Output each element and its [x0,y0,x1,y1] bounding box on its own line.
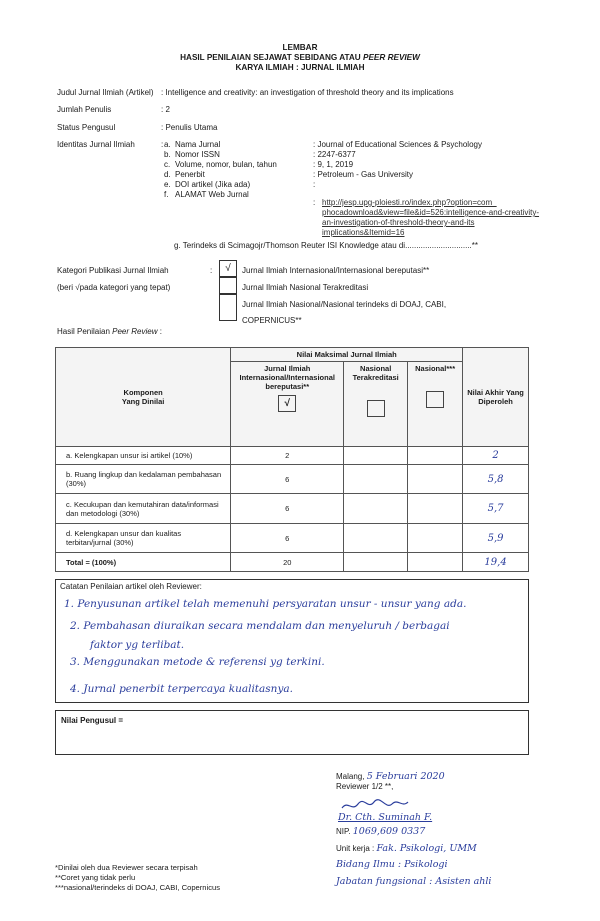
signature-unit: Fak. Psikologi, UMM [376,843,477,854]
identitas-item-label: DOI artikel (Jika ada) [175,180,251,189]
signature-unit-label: Unit kerja : [336,844,377,853]
signature-place: Malang, [336,772,367,781]
signature-jabatan: Jabatan fungsional : Asisten ahli [336,876,492,887]
table-total-row [56,553,529,572]
total-max: 20 [231,553,344,572]
catatan-line-2: 2. Pembahasan diuraikan secara mendalam dan menyeluruh / berbagai [70,620,450,632]
identitas-item-label: Nama Jurnal [175,140,221,149]
row-label-text: Kecukupan dan kemutahiran data/informasi dan metodologi (30%) [66,499,219,518]
col-akhir-header: Nilai Akhir Yang Diperoleh [463,348,529,447]
catatan-line-5: 4. Jurnal penerbit terpercaya kualitasnya. [70,683,293,695]
row-max: 6 [231,524,344,553]
footnotes [55,863,220,893]
row-score: 5,7 [463,494,529,524]
identitas-item [164,160,277,169]
kategori-checkbox-nasional[interactable] [219,294,237,321]
row-marker: d. [66,529,73,538]
row-label [56,524,231,553]
journal-url[interactable] [322,198,539,238]
footnote: **Coret yang tidak perlu [55,873,136,882]
penilaian-table [55,347,529,572]
identitas-value: : 9, 1, 2019 [313,160,354,169]
row-marker: c. [66,499,72,509]
identitas-marker: f. [164,190,169,199]
row-label-text: Kelengkapan unsur isi artikel (10%) [74,451,193,460]
nilai-pengusul-box [55,710,529,755]
doc-title-hasil [0,53,600,63]
row-nas-akr [344,524,408,553]
identitas-value: : Journal of Educational Sciences & Psychology [313,140,482,149]
terindeks-line: g. Terindeks di Scimagojr/Thomson Reuter ISI Knowledge atau di..............................** [174,241,478,250]
catatan-line-4: 3. Menggunakan metode & referensi yg terkini. [70,656,325,668]
row-marker: b. [66,470,73,479]
hasil-label-text: Hasil Penilaian [57,327,113,336]
catatan-line-1: 1. Penyusunan artikel telah memenuhi persyaratan unsur - unsur yang ada. [64,598,467,610]
identitas-item [164,150,220,159]
identitas-value: : [313,180,316,189]
identitas-value: : 2247-6377 [313,150,356,159]
kategori-checkbox-intl[interactable]: √ [219,260,237,277]
row-label-text: Ruang lingkup dan kedalaman pembahasan (30%) [66,470,222,488]
col-komponen-header: Komponen Yang Dinilai [56,348,231,447]
identitas-item-label: ALAMAT Web Jurnal [175,190,249,199]
kategori-option-nasional-2: COPERNICUS** [242,316,302,325]
signature-reviewer: Reviewer 1/2 **, [336,782,394,791]
status-value: : Penulis Utama [161,123,218,132]
row-label [56,447,231,465]
catatan-line-3: faktor yg terlibat. [90,639,185,651]
identitas-label: Identitas Jurnal Ilmiah [57,140,135,149]
hasil-label-colon: : [157,327,162,336]
table-row [56,447,529,465]
kategori-colon: : [210,266,213,275]
hasil-label [57,327,162,336]
jumlah-label: Jumlah Penulis [57,105,112,114]
identitas-item-label: Penerbit [175,170,205,179]
kategori-option-nasional: Jurnal Ilmiah Nasional/Nasional terindeks di DOAJ, CABI, [242,300,447,309]
row-nas [408,524,463,553]
journal-url-line[interactable]: phocadownload&view=file&id=526:intelligence-and-creativity- [322,208,540,217]
identitas-marker: b. [164,150,171,159]
col-nas-akr-header [344,362,408,447]
total-nas-akr [344,553,408,572]
row-marker: a. [66,451,73,460]
row-score: 5,9 [463,524,529,553]
doc-title-hasil-text: HASIL PENILAIAN SEJAWAT SEBIDANG ATAU [180,53,363,62]
journal-url-line[interactable]: implications&Itemid=16 [322,228,405,237]
judul-label: Judul Jurnal Ilmiah (Artikel) [57,88,154,97]
identitas-item-label: Nomor ISSN [175,150,220,159]
row-nas [408,465,463,494]
catatan-label: Catatan Penilaian artikel oleh Reviewer: [60,582,202,591]
doc-title-lembar: LEMBAR [282,43,318,52]
signature-bidang: Bidang Ilmu : Psikologi [336,859,448,870]
total-nas [408,553,463,572]
doc-title-karya: KARYA ILMIAH : JURNAL ILMIAH [235,63,365,72]
table-row [56,465,529,494]
row-label [56,494,231,524]
total-label: Total = (100%) [56,553,231,572]
row-max: 2 [231,447,344,465]
table-row [56,494,529,524]
row-nas [408,447,463,465]
identitas-item [164,190,249,199]
kategori-option-nasional-akreditasi: Jurnal Ilmiah Nasional Terakreditasi [242,283,369,292]
kategori-option-intl: Jurnal Ilmiah Internasional/Internasional bereputasi** [242,266,430,275]
identitas-marker: a. [164,140,171,149]
col-nas-header [408,362,463,447]
judul-value: : Intelligence and creativity: an investigation of threshold theory and its implications [161,88,454,97]
col-intl-header [231,362,344,447]
table-row [56,524,529,553]
row-nas [408,494,463,524]
signature-nip: 1069,609 0337 [352,826,426,837]
total-score: 19,4 [463,553,529,572]
identitas-item-label: Volume, nomor, bulan, tahun [175,160,277,169]
footnote: ***nasional/terindeks di DOAJ, CABI, Copernicus [55,883,221,892]
hasil-label-italic: Peer Review [112,327,158,336]
journal-url-line[interactable]: http://jesp.upg-ploiesti.ro/index.php?option=com_ [322,198,497,207]
row-nas-akr [344,447,408,465]
row-score: 5,8 [463,465,529,494]
journal-url-line[interactable]: an-investigation-of-threshold-theory-and-its [322,218,475,227]
identitas-value: : [313,198,316,207]
row-score: 2 [463,447,529,465]
footnote: *Dinilai oleh dua Reviewer secara terpisah [55,863,198,872]
kategori-label: Kategori Publikasi Jurnal Ilmiah [57,266,169,275]
doc-title-peer-review: PEER REVIEW [363,53,420,62]
identitas-marker: d. [164,170,171,179]
signature-date-line [336,771,445,782]
col-group-header: Nilai Maksimal Jurnal Ilmiah [231,348,463,362]
identitas-marker: e. [164,180,171,189]
row-max: 6 [231,494,344,524]
row-label [56,465,231,494]
signature-unit-line [336,843,477,854]
signature-nip-line [336,826,425,837]
col-nas-checkbox[interactable] [426,391,444,408]
col-intl-checkbox[interactable]: √ [278,395,296,412]
row-nas-akr [344,494,408,524]
row-max: 6 [231,465,344,494]
status-label: Status Pengusul [57,123,116,132]
signature-date: 5 Februari 2020 [366,771,445,782]
identitas-value: : Petroleum - Gas University [313,170,414,179]
identitas-marker: c. [164,160,171,169]
jumlah-value: : 2 [161,105,170,114]
nilai-pengusul-label: Nilai Pengusul = [61,716,124,725]
signature-nip-label: NIP. [336,827,353,836]
identitas-item [164,170,205,179]
identitas-colon: : [161,140,164,149]
row-nas-akr [344,465,408,494]
col-nas-akr-label: Nasional Terakreditasi [352,364,399,382]
signature-name: Dr. Cth. Suminah F. [338,812,433,823]
col-nas-label: Nasional*** [415,364,456,373]
row-label-text: Kelengkapan unsur dan kualitas terbitan/jurnal (30%) [66,529,182,547]
identitas-item [164,140,220,149]
identitas-item [164,180,250,189]
col-intl-label: Jurnal Ilmiah Internasional/Internasional bereputasi** [239,364,335,391]
col-nas-akr-checkbox[interactable] [367,400,385,417]
kategori-hint: (beri √pada kategori yang tepat) [57,283,171,292]
kategori-checkbox-nasional-akreditasi[interactable] [219,277,237,294]
